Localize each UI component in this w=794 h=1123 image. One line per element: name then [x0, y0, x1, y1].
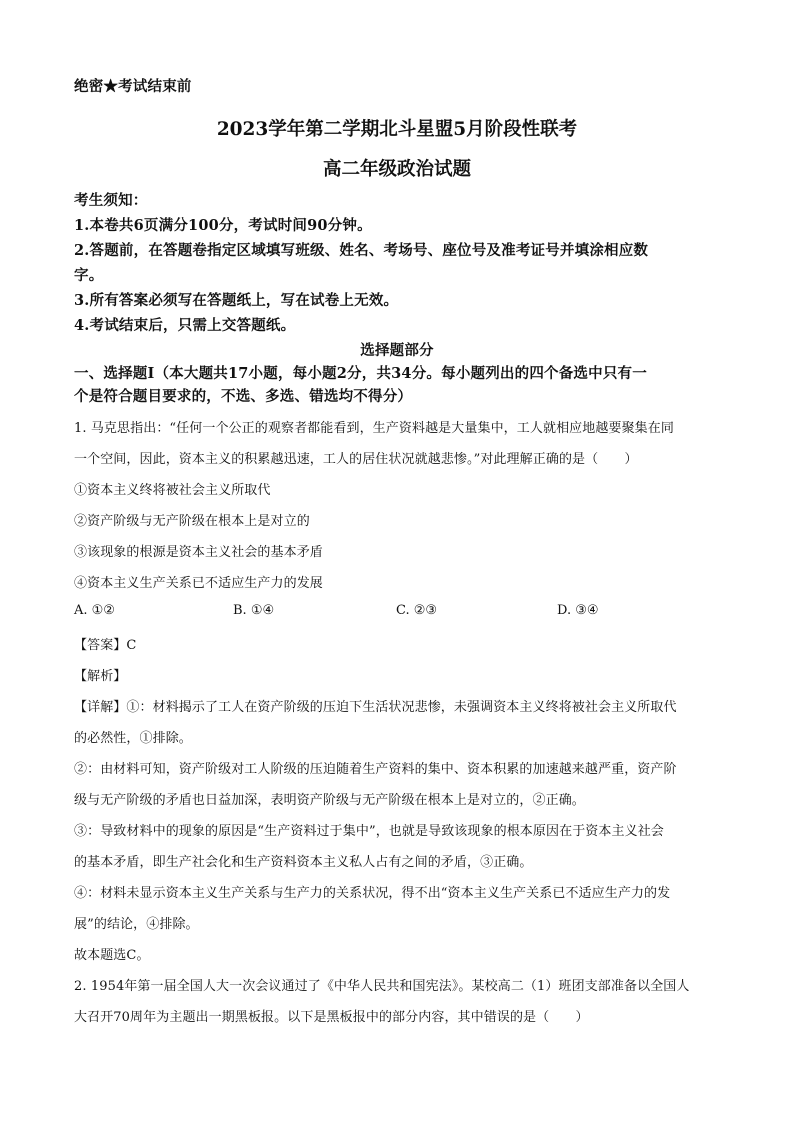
q1-detail-1-cont: 的必然性，①排除。	[74, 731, 192, 746]
section-title: 选择题部分	[360, 342, 434, 359]
notice-item-1: 1.本卷共6页满分100分，考试时间90分钟。	[74, 217, 372, 234]
notice-heading: 考生须知：	[74, 192, 148, 209]
notice-item-2: 2.答题前，在答题卷指定区域填写班级、姓名、考场号、座位号及准考证号并填涂相应数	[74, 242, 649, 259]
notice-item-2-cont: 字。	[74, 267, 104, 284]
q1-conclusion: 故本题选C。	[74, 948, 150, 963]
q1-detail-4-cont: 展”的结论，④排除。	[74, 917, 199, 932]
q1-option-d: D. ③④	[557, 603, 599, 618]
q1-option-a: A. ①②	[74, 603, 115, 618]
q1-statement-4: ④资本主义生产关系已不适应生产力的发展	[74, 576, 323, 591]
q1-detail-4: ④：材料未显示资本主义生产关系与生产力的关系状况，得不出“资本主义生产关系已不适应生产力的发	[74, 886, 671, 901]
q1-detail-1: 【详解】①：材料揭示了工人在资产阶级的压迫下生活状况悲惨，未强调资本主义终将被社会主义所取代	[74, 700, 677, 715]
q1-stem-cont: 一个空间，因此，资本主义的积累越迅速，工人的居住状况就越悲惨。”对此理解正确的是（ ）	[74, 452, 638, 467]
section-instructions-cont: 个是符合题目要求的，不选、多选、错选均不得分）	[74, 388, 413, 405]
notice-item-3: 3.所有答案必须写在答题纸上，写在试卷上无效。	[74, 292, 399, 309]
q2-stem-cont: 大召开70周年为主题出一期黑板报。以下是黑板报中的部分内容，其中错误的是（ ）	[74, 1010, 589, 1025]
q1-statement-3: ③该现象的根源是资本主义社会的基本矛盾	[74, 545, 323, 560]
q1-detail-2-cont: 级与无产阶级的矛盾也日益加深，表明资产阶级与无产阶级在根本上是对立的，②正确。	[74, 793, 585, 808]
q1-stem: 1. 马克思指出：“任何一个公正的观察者都能看到，生产资料越是大量集中，工人就相应地越要聚集在同	[74, 421, 674, 436]
section-instructions: 一、选择题Ⅰ（本大题共17小题，每小题2分，共34分。每小题列出的四个备选中只有一	[74, 365, 647, 382]
exam-subtitle: 高二年级政治试题	[322, 159, 471, 180]
notice-item-4: 4.考试结束后，只需上交答题纸。	[74, 317, 296, 334]
q2-stem: 2. 1954年第一届全国人大一次会议通过了《中华人民共和国宪法》。某校高二（1）班团支部准备以全国人	[74, 979, 690, 994]
q1-analysis-label: 【解析】	[74, 669, 127, 684]
q1-option-c: C. ②③	[396, 603, 438, 618]
q1-detail-3: ③：导致材料中的现象的原因是“生产资料过于集中”，也就是导致该现象的根本原因在于资本主义社会	[74, 824, 664, 839]
q1-detail-2: ②：由材料可知，资产阶级对工人阶级的压迫随着生产资料的集中、资本积累的加速越来越严重，资产阶	[74, 762, 677, 777]
q1-detail-3-cont: 的基本矛盾，即生产社会化和生产资料资本主义私人占有之间的矛盾，③正确。	[74, 855, 533, 870]
q1-statement-2: ②资产阶级与无产阶级在根本上是对立的	[74, 514, 310, 529]
q1-statement-1: ①资本主义终将被社会主义所取代	[74, 483, 271, 498]
q1-answer: 【答案】C	[74, 638, 137, 653]
q1-option-b: B. ①④	[233, 603, 275, 618]
exam-title: 2023学年第二学期北斗星盟5月阶段性联考	[216, 119, 578, 140]
confidential-label: 绝密★考试结束前	[74, 78, 192, 95]
